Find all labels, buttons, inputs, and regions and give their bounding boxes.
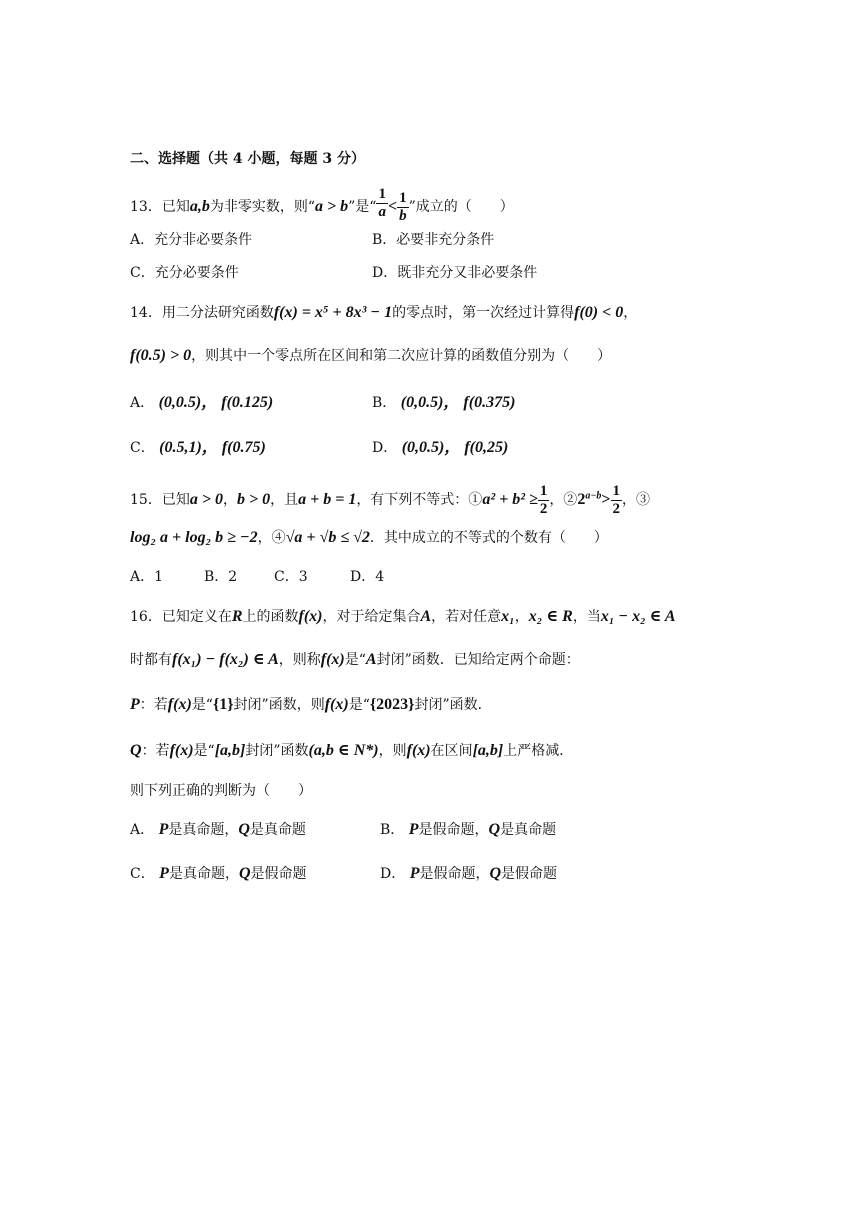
- q15-ineq2-exp: a−b: [585, 490, 602, 502]
- q16-judge: 则下列正确的判断为（ ）: [130, 783, 312, 799]
- p-text4: 是“: [348, 697, 370, 713]
- p-fx1: f(x): [167, 696, 192, 713]
- q15-ineq2-op: >: [601, 491, 611, 508]
- q13-option-a: A．充分非必要条件: [130, 232, 253, 248]
- q16-stem-pre: 16．已知定义在: [130, 609, 232, 625]
- question-14-stem-line2: [130, 348, 611, 364]
- q14-option-b: [372, 395, 515, 411]
- question-16-stem-line2: [130, 652, 580, 668]
- q16-x1: x₁: [501, 608, 515, 625]
- q-text5: 在区间: [430, 743, 473, 759]
- q16-c-t2: 是假命题: [250, 866, 307, 882]
- q16-b-P: P: [408, 821, 419, 838]
- q15-option-a: A．1: [130, 569, 164, 585]
- q14-c-value: (0.5,1)， f(0.75): [159, 439, 266, 456]
- q16-option-b: [380, 822, 556, 838]
- q15-mid3: ，②: [549, 492, 578, 508]
- q-text3: 封闭”函数: [245, 743, 309, 759]
- q16-line2-mid: ，则称: [278, 652, 321, 668]
- q-fx1: f(x): [169, 742, 194, 759]
- q16-b-t1: 是假命题，: [418, 822, 489, 838]
- q14-b-label: B．: [372, 395, 397, 411]
- q16-line2-post: 封闭”函数．已知给定两个命题：: [376, 652, 580, 668]
- q16-line2-fx: f(x): [320, 651, 345, 668]
- q14-cond1: f(0) < 0: [574, 304, 624, 321]
- q-text6: 上严格减．: [503, 743, 574, 759]
- q15-ineq2-base: 2: [577, 491, 586, 508]
- q15-ineq3: log₂ a + log₂ b ≥ −2: [130, 529, 258, 546]
- p-text2: 是“: [191, 697, 213, 713]
- q16-d-P: P: [409, 865, 420, 882]
- q13-option-b: B．必要非充分条件: [372, 232, 495, 248]
- q15-option-d: D．4: [350, 569, 385, 585]
- question-13-stem: 13．已知a,b为非零实数，则“a > b”是“ $\frac{1}{a}$ < $\frac{1}{b}$ ”成立的（ ）: [130, 186, 514, 224]
- q16-option-c: [130, 866, 307, 882]
- question-15-stem-line1: 15．已知a > 0，b > 0，且a + b = 1，有下列不等式：①a² + b² ≥ $\frac{1}{2}$ ，$②2^{a-b}>$ $\frac{1}{2}$ ，③: [130, 483, 650, 517]
- q16-d-label: D．: [380, 866, 406, 882]
- q13-stem-mid: 为非零实数，则“: [209, 199, 315, 215]
- q16-d-t2: 是假命题: [501, 866, 558, 882]
- q13-frac-b: $\frac{1}{b}$: [399, 190, 407, 224]
- q14-option-c: [130, 440, 266, 456]
- q15-cond-a: a > 0: [189, 491, 223, 508]
- q16-set-A: A: [420, 608, 432, 625]
- q16-line2-mid2: 是“: [344, 652, 366, 668]
- q14-stem-mid: 的零点时，第一次经过计算得: [392, 305, 575, 321]
- q14-option-d: [372, 440, 508, 456]
- q16-R: R: [231, 608, 243, 625]
- q14-a-value: (0,0.5)， f(0.125): [158, 394, 274, 411]
- q16-x2-in-R: x₂ ∈ R: [528, 608, 573, 625]
- q16-line2-expr: f(x₁) − f(x₂) ∈ A: [172, 651, 279, 668]
- q16-option-a: [130, 822, 306, 838]
- p-text3: 封闭”函数，则: [233, 697, 325, 713]
- q16-fx: f(x): [298, 608, 323, 625]
- question-15-stem-line2: [130, 530, 608, 546]
- q-text4: ，则: [378, 743, 407, 759]
- q-set: [a,b]: [214, 742, 246, 759]
- q16-b-label: B．: [380, 822, 405, 838]
- q16-a-label: A．: [130, 822, 155, 838]
- q15-ineq4: √a + √b ≤ √2: [285, 529, 370, 546]
- q14-stem-post: ，则其中一个零点所在区间和第二次应计算的函数值分别为（ ）: [191, 348, 612, 364]
- q16-d-Q: Q: [489, 865, 502, 882]
- q16-diff: x₁ − x₂ ∈ A: [600, 608, 676, 625]
- q15-cond-b: b > 0: [236, 491, 271, 508]
- q15-stem-post: ．其中成立的不等式的个数有（ ）: [369, 530, 608, 546]
- p-fx2: f(x): [324, 696, 349, 713]
- q16-a-t1: 是真命题，: [168, 822, 239, 838]
- q16-option-d: [380, 866, 557, 882]
- p-text1: ：若: [139, 697, 168, 713]
- proposition-P: [130, 697, 492, 713]
- q16-mid1: 上的函数: [242, 609, 299, 625]
- q14-option-a: [130, 395, 273, 411]
- q16-line2-pre: 时都有: [130, 652, 172, 668]
- q13-stem-pre: 13．已知: [130, 199, 190, 215]
- q14-stem-pre: 14．用二分法研究函数: [130, 305, 274, 321]
- q16-b-t2: 是真命题: [500, 822, 557, 838]
- q15-option-b: B．2: [204, 569, 238, 585]
- q16-c-P: P: [159, 865, 169, 882]
- q-text2: 是“: [193, 743, 215, 759]
- q15-mid4: ，③: [622, 492, 650, 508]
- q15-frac-half-1: $\frac{1}{2}$: [539, 483, 548, 517]
- q13-frac-a: $\frac{1}{a}$: [378, 186, 386, 220]
- q13-stem-mid2: ”是“: [348, 199, 377, 215]
- proposition-Q: [130, 743, 573, 759]
- q14-c-label: C．: [130, 440, 155, 456]
- q16-b-Q: Q: [488, 821, 501, 838]
- proposition-Q-label: Q: [130, 742, 142, 759]
- q14-b-value: (0,0.5)， f(0.375): [400, 394, 516, 411]
- q13-vars: a,b: [189, 198, 210, 215]
- q16-d-t1: 是假命题，: [419, 866, 490, 882]
- q-cond: (a,b ∈ N*): [308, 742, 379, 759]
- q14-d-label: D．: [372, 440, 398, 456]
- q16-a-P: P: [158, 821, 169, 838]
- q14-func: f(x) = x⁵ + 8x³ − 1: [273, 304, 393, 321]
- q15-mid1: ，且: [270, 492, 299, 508]
- q15-cond-sum: a + b = 1: [298, 491, 357, 508]
- q15-mid5: ，④: [257, 530, 286, 546]
- q16-a-t2: 是真命题: [249, 822, 306, 838]
- q13-option-c: C．充分必要条件: [130, 265, 239, 281]
- q-interval: [a,b]: [472, 742, 504, 759]
- q16-c-Q: Q: [238, 865, 251, 882]
- q13-stem-post: ”成立的（ ）: [408, 199, 514, 215]
- p-set2: {2023}: [369, 696, 415, 713]
- q15-stem-pre: 15．已知: [130, 492, 190, 508]
- p-text5: 封闭”函数．: [414, 697, 492, 713]
- q13-option-d: D．既非充分又非必要条件: [372, 265, 538, 281]
- q16-mid2: ，对于给定集合: [322, 609, 421, 625]
- section-title: 二、选择题（共 4 小题，每题 3 分）: [130, 151, 365, 167]
- q-fx2: f(x): [406, 742, 431, 759]
- q13-cond: a > b: [315, 198, 349, 215]
- q15-frac-half-2: $\frac{1}{2}$: [612, 483, 620, 517]
- q16-line2-A: A: [365, 651, 377, 668]
- q14-a-label: A．: [130, 395, 155, 411]
- q-text1: ：若: [141, 743, 170, 759]
- q16-c-t1: 是真命题，: [168, 866, 239, 882]
- q16-mid4: ，当: [572, 609, 601, 625]
- q15-mid2: ，有下列不等式：①: [356, 492, 483, 508]
- q14-d-value: (0,0.5)， f(0,25): [401, 439, 509, 456]
- q14-cond2: f(0.5) > 0: [130, 347, 192, 364]
- q16-mid3: ，若对任意: [431, 609, 502, 625]
- q15-ineq1: a² + b² ≥: [482, 491, 538, 508]
- question-14-stem-line1: 14．用二分法研究函数f(x) = x⁵ + 8x³ − 1的零点时，第一次经过计算得f(0) < 0，: [130, 304, 638, 321]
- q16-a-Q: Q: [238, 821, 250, 838]
- q15-option-c: C．3: [274, 569, 308, 585]
- p-set1: {1}: [212, 696, 234, 713]
- proposition-P-label: P: [130, 696, 140, 713]
- q16-c-label: C．: [130, 866, 155, 882]
- question-16-stem-line1: 16．已知定义在R上的函数f(x)，对于给定集合A，若对任意x₁，x₂ ∈ R，当x₁ − x₂ ∈ A: [130, 608, 676, 625]
